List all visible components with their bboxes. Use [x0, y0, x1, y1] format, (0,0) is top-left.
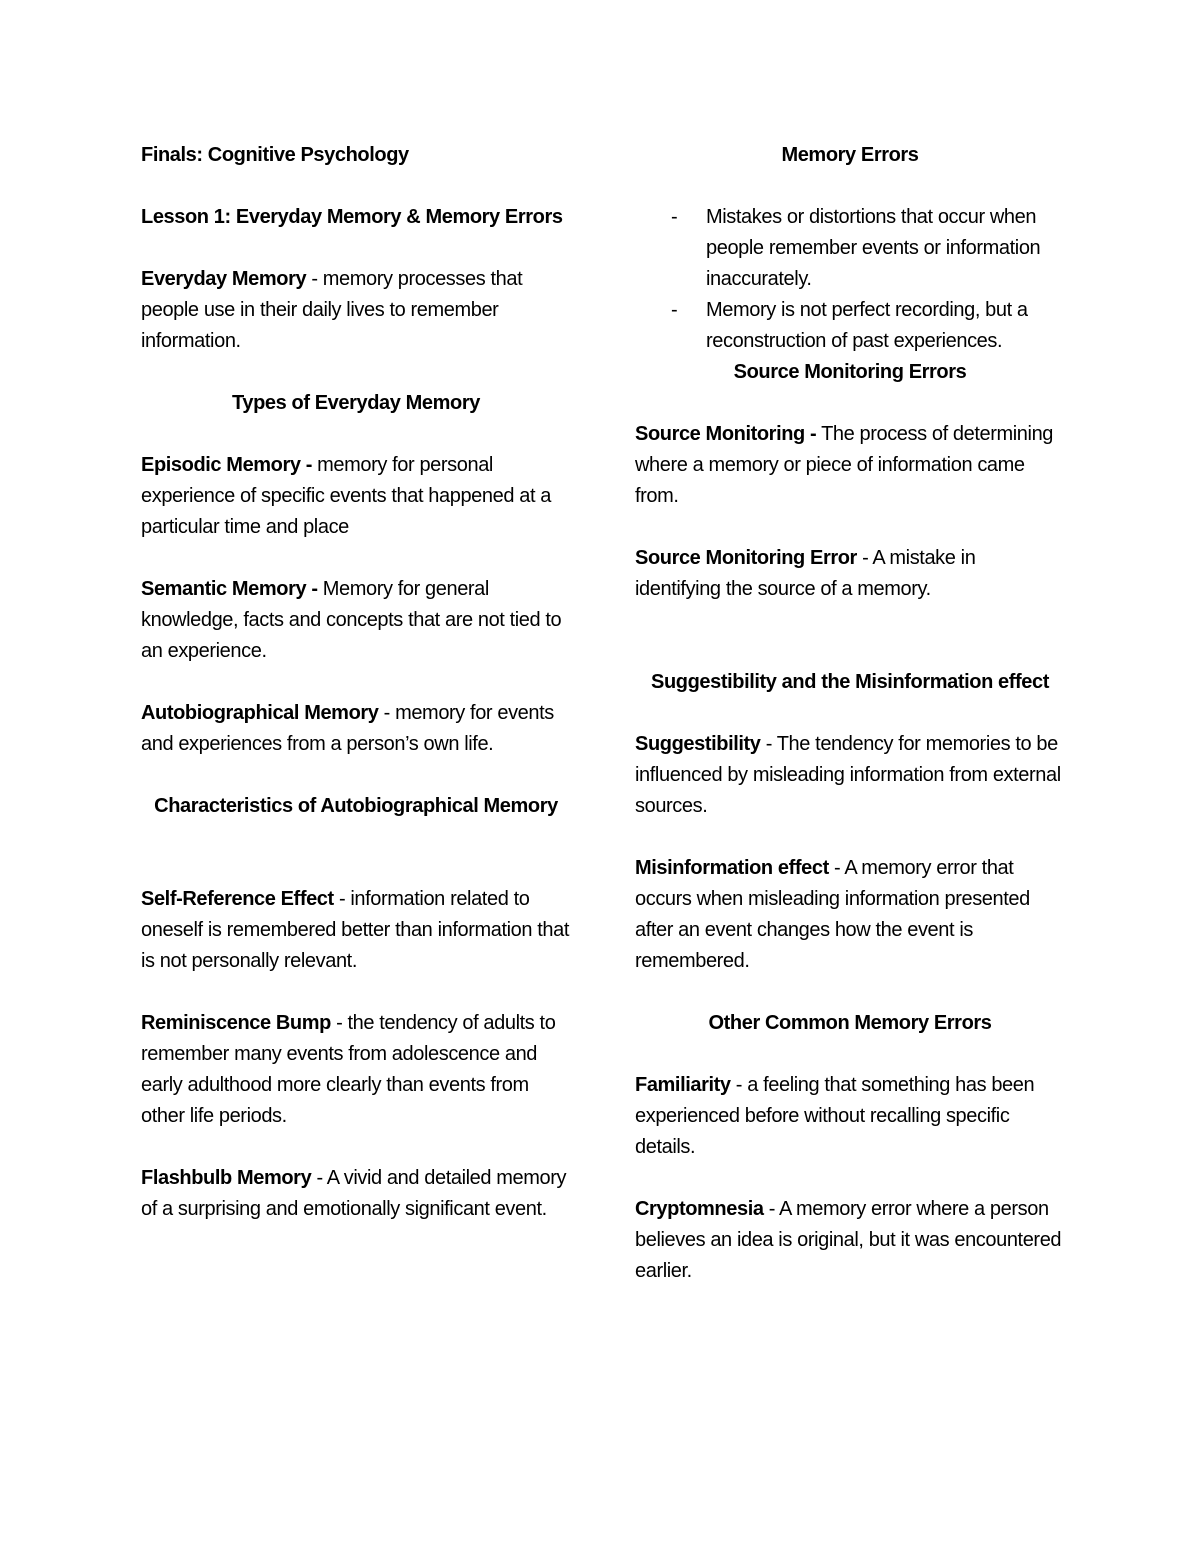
list-item	[635, 202, 1065, 295]
term: Source Monitoring Error	[635, 547, 857, 569]
familiarity-definition	[635, 1070, 1065, 1163]
term: Reminiscence Bump	[141, 1012, 331, 1034]
episodic-memory-definition	[141, 450, 571, 543]
definition: - A memory error where a person believes an idea is original, but it was encountered earlier.	[635, 1198, 1062, 1282]
term: Suggestibility	[635, 733, 761, 755]
source-monitoring-error-definition	[635, 543, 1065, 605]
term: Misinformation effect	[635, 857, 829, 879]
bullet-mark: -	[671, 299, 678, 321]
flashbulb-memory-definition	[141, 1163, 571, 1225]
types-heading: Types of Everyday Memory	[232, 392, 480, 414]
cryptomnesia-definition	[635, 1194, 1065, 1287]
self-reference-definition	[141, 884, 571, 977]
memory-errors-heading: Memory Errors	[781, 144, 919, 166]
list-item-text: Memory is not perfect recording, but a reconstruction of past experiences.	[706, 299, 1028, 352]
definition: - memory for events and experiences from a person’s own life.	[141, 702, 554, 755]
definition: - a feeling that something has been experienced before without recalling specific details.	[635, 1074, 1035, 1158]
term: Autobiographical Memory	[141, 702, 379, 724]
suggestibility-heading: Suggestibility and the Misinformation effect	[651, 671, 1049, 693]
term: Source Monitoring -	[635, 423, 817, 445]
term: Episodic Memory -	[141, 454, 313, 476]
definition: - The tendency for memories to be influenced by misleading information from external sources.	[635, 733, 1061, 817]
bullet-mark: -	[671, 206, 678, 228]
term: Everyday Memory	[141, 268, 307, 290]
left-column	[141, 140, 571, 1225]
list-item	[635, 295, 1065, 357]
definition: - A mistake in identifying the source of a memory.	[635, 547, 976, 600]
memory-errors-list	[635, 202, 1065, 357]
everyday-memory-definition	[141, 264, 571, 357]
autobiographical-memory-definition	[141, 698, 571, 760]
reminiscence-bump-definition	[141, 1008, 571, 1132]
characteristics-heading: Characteristics of Autobiographical Memory	[154, 795, 558, 817]
term: Semantic Memory -	[141, 578, 318, 600]
definition: - memory processes that people use in their daily lives to remember information.	[141, 268, 523, 352]
definition: Memory for general knowledge, facts and concepts that are not tied to an experience.	[141, 578, 562, 662]
definition: - the tendency of adults to remember many events from adolescence and early adulthood more clearly than events from other life periods.	[141, 1012, 556, 1127]
semantic-memory-definition	[141, 574, 571, 667]
definition: - A vivid and detailed memory of a surprising and emotionally significant event.	[141, 1167, 567, 1220]
other-errors-heading: Other Common Memory Errors	[708, 1012, 992, 1034]
definition: The process of determining where a memory or piece of information came from.	[635, 423, 1054, 507]
term: Self-Reference Effect	[141, 888, 334, 910]
source-monitoring-heading: Source Monitoring Errors	[733, 361, 967, 383]
term: Flashbulb Memory	[141, 1167, 312, 1189]
suggestibility-definition	[635, 729, 1065, 822]
document-title: Finals: Cognitive Psychology	[141, 144, 409, 166]
definition: memory for personal experience of specific events that happened at a particular time and place	[141, 454, 551, 538]
misinformation-effect-definition	[635, 853, 1065, 977]
list-item-text: Mistakes or distortions that occur when people remember events or information inaccurately.	[706, 206, 1041, 290]
definition: - information related to oneself is remembered better than information that is not personally relevant.	[141, 888, 570, 972]
term: Cryptomnesia	[635, 1198, 764, 1220]
source-monitoring-definition	[635, 419, 1065, 512]
definition: - A memory error that occurs when misleading information presented after an event changes how the event is remembered.	[635, 857, 1030, 972]
lesson-heading: Lesson 1: Everyday Memory & Memory Errors	[141, 206, 563, 228]
right-column	[635, 140, 1065, 1287]
term: Familiarity	[635, 1074, 731, 1096]
